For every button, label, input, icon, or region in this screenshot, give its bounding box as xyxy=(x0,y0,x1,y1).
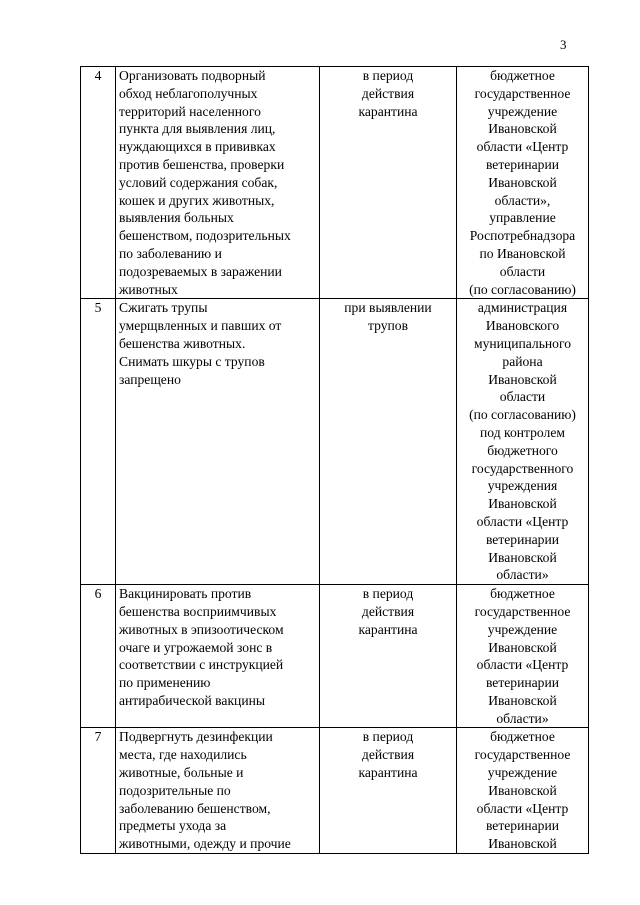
text-line: под контролем xyxy=(480,424,565,440)
date-cell xyxy=(320,67,457,299)
text-line: животные, больные и xyxy=(119,765,244,781)
text-line: муниципального xyxy=(473,335,571,351)
text-line: области «Центр xyxy=(476,657,569,673)
text-line: области xyxy=(499,389,546,405)
text-line: по Ивановской xyxy=(479,245,566,261)
text-line: Ивановской xyxy=(488,121,557,137)
text-line: области», xyxy=(494,192,551,208)
text-line: бюджетное xyxy=(490,729,555,745)
text-line: области» xyxy=(496,567,549,583)
action-cell xyxy=(116,728,320,854)
text-line: карантина xyxy=(358,103,418,119)
text-line: обход неблагополучных xyxy=(119,85,258,101)
text-line: запрещено xyxy=(119,371,181,387)
text-line: животных в эпизоотическом xyxy=(119,621,284,637)
text-line: территорий населенного xyxy=(119,103,261,119)
action-cell xyxy=(116,67,320,299)
responsible-cell xyxy=(457,67,589,299)
text-line: животными, одежду и прочие xyxy=(119,836,291,852)
text-line: Ивановской xyxy=(488,371,557,387)
text-line: пункта для выявления лиц, xyxy=(119,121,276,137)
text-line: управление xyxy=(489,210,556,226)
text-line: Роспотребнадзора xyxy=(469,228,576,244)
text-line: области «Центр xyxy=(476,513,569,529)
text-line: бюджетное xyxy=(490,586,555,602)
text-line: действия xyxy=(361,747,415,763)
text-line: бешенства восприимчивых xyxy=(119,603,277,619)
text-line: антирабической вакцины xyxy=(119,692,266,708)
text-line: по применению xyxy=(119,675,211,691)
text-line: ветеринарии xyxy=(485,818,560,834)
text-line: карантина xyxy=(358,765,418,781)
text-line: животных xyxy=(119,281,178,297)
text-line: карантина xyxy=(358,621,418,637)
text-line: учреждение xyxy=(487,765,558,781)
text-line: государственного xyxy=(471,460,574,476)
text-line: бешенства животных. xyxy=(119,335,246,351)
text-line: очаге и угрожаемой зонс в xyxy=(119,639,273,655)
text-line: Снимать шкуры с трупов xyxy=(119,353,265,369)
text-line: (по согласованию) xyxy=(469,407,576,423)
text-line: по заболеванию и xyxy=(119,245,222,261)
text-line: нуждающихся в прививках xyxy=(119,139,276,155)
responsible-cell xyxy=(457,585,589,728)
table-row xyxy=(81,299,589,585)
date-cell xyxy=(320,585,457,728)
text-line: государственное xyxy=(474,747,571,763)
action-cell xyxy=(116,299,320,585)
page-number: 3 xyxy=(560,37,567,52)
text-line: области» xyxy=(496,710,549,726)
text-line: (по согласованию) xyxy=(469,281,576,297)
text-line: бешенством, подозрительных xyxy=(119,228,291,244)
table-row xyxy=(81,67,589,299)
text-line: подозрительные по xyxy=(119,782,231,798)
text-line: учреждение xyxy=(487,621,558,637)
text-line: Ивановской xyxy=(488,496,557,512)
text-line: области «Центр xyxy=(476,800,569,816)
text-line: умерщвленных и павших от xyxy=(119,318,282,334)
text-line: соответствии с инструкцией xyxy=(119,657,284,673)
responsible-cell xyxy=(457,728,589,854)
text-line: Организовать подворный xyxy=(119,68,266,83)
text-line: ветеринарии xyxy=(485,531,560,547)
text-line: Ивановской xyxy=(488,836,557,852)
row-number: 7 xyxy=(81,728,116,854)
text-line: государственное xyxy=(474,603,571,619)
date-cell xyxy=(320,728,457,854)
text-line: ветеринарии xyxy=(485,675,560,691)
text-line: действия xyxy=(361,85,415,101)
text-line: заболеванию бешенством, xyxy=(119,800,271,816)
text-line: администрация xyxy=(477,300,568,316)
text-line: трупов xyxy=(367,318,408,334)
date-cell xyxy=(320,299,457,585)
text-line: выявления больных xyxy=(119,210,234,226)
text-line: бюджетное xyxy=(490,68,555,83)
row-number: 4 xyxy=(81,67,116,299)
text-line: Ивановского xyxy=(485,318,560,334)
text-line: Ивановской xyxy=(488,174,557,190)
text-line: места, где находились xyxy=(119,747,247,763)
text-line: действия xyxy=(361,603,415,619)
text-line: в период xyxy=(362,586,414,602)
table-row xyxy=(81,728,589,854)
text-line: Ивановской xyxy=(488,782,557,798)
text-line: Ивановской xyxy=(488,692,557,708)
row-number: 5 xyxy=(81,299,116,585)
text-line: кошек и других животных, xyxy=(119,192,275,208)
text-line: ветеринарии xyxy=(485,156,560,172)
text-line: бюджетного xyxy=(487,442,558,458)
text-line: против бешенства, проверки xyxy=(119,156,285,172)
action-cell xyxy=(116,585,320,728)
text-line: в период xyxy=(362,729,414,745)
text-line: учреждение xyxy=(487,103,558,119)
text-line: предметы ухода за xyxy=(119,818,227,834)
text-line: государственное xyxy=(474,85,571,101)
text-line: района xyxy=(502,353,543,369)
text-line: Ивановской xyxy=(488,639,557,655)
responsible-cell xyxy=(457,299,589,585)
text-line: учреждения xyxy=(487,478,558,494)
text-line: области «Центр xyxy=(476,139,569,155)
text-line: подозреваемых в заражении xyxy=(119,263,282,279)
text-line: Сжигать трупы xyxy=(119,300,208,316)
text-line: Вакцинировать против xyxy=(119,586,252,602)
text-line: условий содержания собак, xyxy=(119,174,278,190)
text-line: Подвергнуть дезинфекции xyxy=(119,729,273,745)
text-line: Ивановской xyxy=(488,549,557,565)
measures-table xyxy=(80,66,589,854)
table-row xyxy=(81,585,589,728)
text-line: при выявлении xyxy=(344,300,432,316)
row-number: 6 xyxy=(81,585,116,728)
text-line: области xyxy=(499,263,546,279)
text-line: в период xyxy=(362,68,414,83)
